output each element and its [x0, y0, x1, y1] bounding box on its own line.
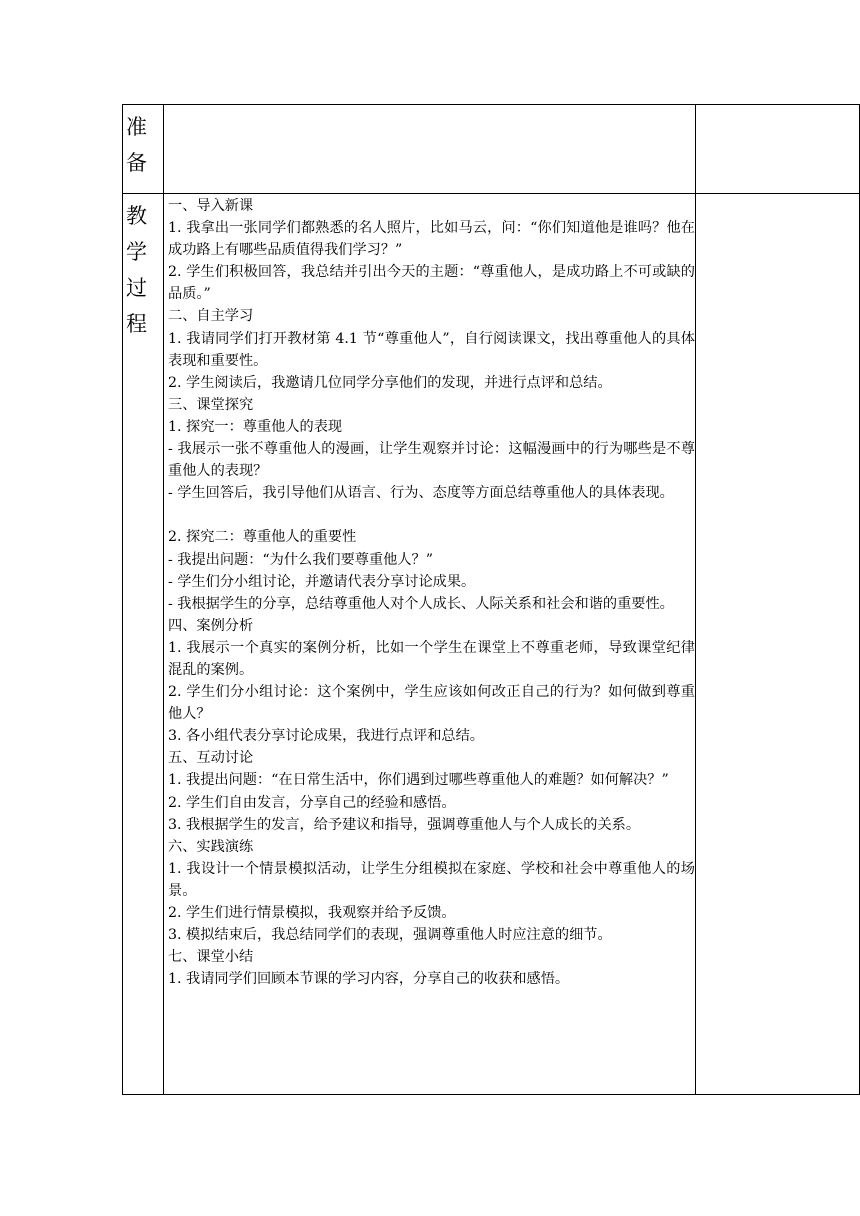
content-paragraph: 七、课堂小结	[168, 949, 254, 966]
prep-label	[123, 105, 163, 181]
process-row	[123, 194, 860, 1095]
content-paragraph: 3. 模拟结束后，我总结同学们的表现，强调尊重他人时应注意的细节。	[168, 927, 612, 944]
prep-label-char: 备	[126, 151, 147, 175]
prep-notes-cell	[696, 105, 860, 194]
content-paragraph: 2. 学生们分小组讨论：这个案例中，学生应该如何改正自己的行为？如何做到尊重他人？	[168, 684, 695, 723]
prep-row	[123, 105, 860, 194]
content-paragraph: 1. 我展示一个真实的案例分析，比如一个学生在课堂上不尊重老师，导致课堂纪律混乱的案例。	[168, 639, 695, 678]
process-label-char: 学	[126, 240, 147, 264]
process-label-char: 程	[126, 312, 147, 336]
content-paragraph: 2. 学生们进行情景模拟，我观察并给予反馈。	[168, 905, 456, 921]
process-label-char: 教	[126, 204, 147, 228]
lesson-plan-table	[122, 104, 860, 1095]
process-label-cell	[123, 194, 164, 1095]
content-paragraph: - 学生们分小组讨论，并邀请代表分享讨论成果。	[168, 573, 476, 590]
content-paragraph: 1. 我拿出一张同学们都熟悉的名人照片，比如马云，问：“你们知道他是谁吗？他在成功路上有哪些品质值得我们学习？”	[168, 220, 695, 259]
process-content	[164, 194, 695, 990]
content-paragraph: 六、实践演练	[168, 838, 254, 855]
content-paragraph: 3. 我根据学生的发言，给予建议和指导，强调尊重他人与个人成长的关系。	[168, 816, 641, 833]
process-label-char: 过	[126, 276, 147, 300]
content-paragraph: 三、课堂探究	[168, 396, 254, 413]
content-paragraph: 1. 我设计一个情景模拟活动，让学生分组模拟在家庭、学校和社会中尊重他人的场景。	[168, 860, 695, 899]
content-paragraph	[168, 504, 695, 526]
prep-label-char: 准	[126, 115, 147, 139]
content-paragraph: 2. 学生们自由发言，分享自己的经验和感悟。	[168, 794, 456, 811]
content-paragraph: 1. 我提出问题：“在日常生活中，你们遇到过哪些尊重他人的难题？如何解决？”	[168, 772, 669, 789]
content-paragraph: - 我提出问题：“为什么我们要尊重他人？”	[168, 551, 433, 568]
content-paragraph: 2. 探究二：尊重他人的重要性	[168, 529, 357, 546]
content-paragraph: 1. 我请同学们回顾本节课的学习内容，分享自己的收获和感悟。	[168, 971, 570, 988]
content-paragraph: 二、自主学习	[168, 308, 254, 325]
content-paragraph: 五、互动讨论	[168, 750, 254, 767]
process-label	[123, 194, 163, 342]
content-paragraph: 2. 学生阅读后，我邀请几位同学分享他们的发现，并进行点评和总结。	[168, 374, 612, 391]
content-paragraph: 2. 学生们积极回答，我总结并引出今天的主题：“尊重他人，是成功路上不可或缺的品质。”	[168, 264, 695, 303]
content-paragraph: 1. 我请同学们打开教材第 4.1 节“尊重他人”，自行阅读课文，找出尊重他人的具体表现和重要性。	[168, 330, 695, 369]
prep-content-cell	[164, 105, 696, 194]
content-paragraph: 3. 各小组代表分享讨论成果，我进行点评和总结。	[168, 728, 484, 745]
process-content-cell	[164, 194, 696, 1095]
content-paragraph: - 学生回答后，我引导他们从语言、行为、态度等方面总结尊重他人的具体表现。	[168, 485, 674, 502]
content-paragraph: - 我根据学生的分享，总结尊重他人对个人成长、人际关系和社会和谐的重要性。	[168, 595, 674, 612]
process-notes-cell	[696, 194, 860, 1095]
content-paragraph: 四、案例分析	[168, 617, 254, 634]
prep-label-cell	[123, 105, 164, 194]
content-paragraph: - 我展示一张不尊重他人的漫画，让学生观察并讨论：这幅漫画中的行为哪些是不尊重他人的表现？	[168, 441, 695, 480]
content-paragraph: 一、导入新课	[168, 198, 254, 214]
content-paragraph: 1. 探究一：尊重他人的表现	[168, 418, 343, 435]
